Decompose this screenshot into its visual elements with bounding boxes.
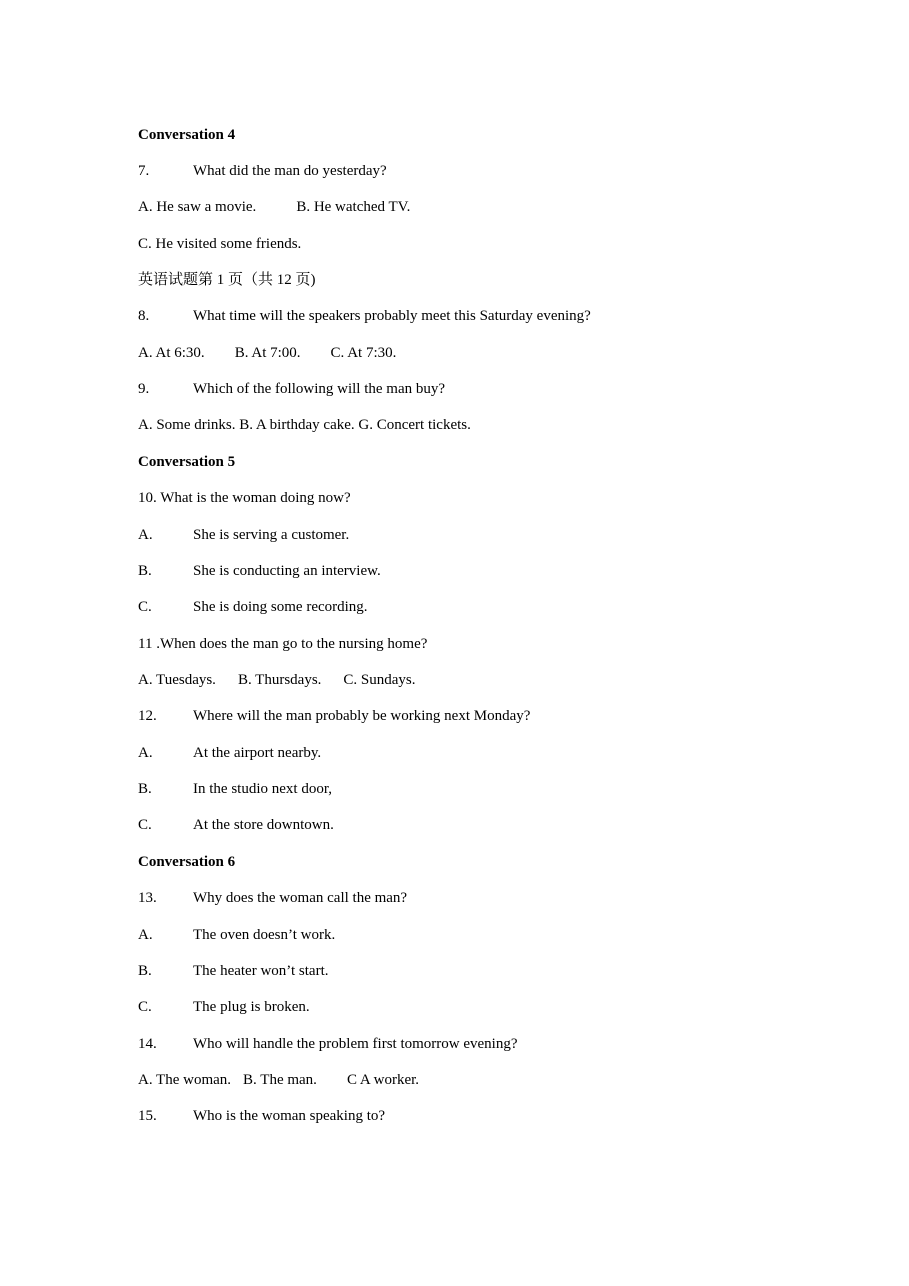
option-letter: A. xyxy=(138,927,153,943)
option-letter: C. xyxy=(138,999,152,1015)
question-11: 11 .When does the man go to the nursing home? xyxy=(138,636,428,652)
question-number: 15. xyxy=(138,1108,157,1124)
option-text: At the airport nearby. xyxy=(193,745,322,761)
question-15 xyxy=(138,1107,385,1125)
question-12-option-a xyxy=(138,744,321,762)
option-c: C. Sundays. xyxy=(343,672,416,688)
option-b: B. Thursdays. xyxy=(237,672,322,688)
conversation-4-heading: Conversation 4 xyxy=(138,127,236,143)
question-12-option-b xyxy=(138,780,332,798)
option-letter: A. xyxy=(138,745,153,761)
question-8 xyxy=(138,307,591,325)
question-text: Why does the woman call the man? xyxy=(193,890,408,906)
option-text: She is serving a customer. xyxy=(193,527,350,543)
question-13-option-c xyxy=(138,998,310,1016)
page-footer: 英语试题第 1 页（共 12 页) xyxy=(138,272,316,288)
question-number: 14. xyxy=(138,1036,157,1052)
option-text: She is conducting an interview. xyxy=(193,563,381,579)
question-text: What time will the speakers probably meet this Saturday evening? xyxy=(193,308,591,324)
option-text: In the studio next door, xyxy=(193,781,332,797)
option-b: B. He watched TV. xyxy=(296,199,411,215)
question-11-options xyxy=(138,671,416,689)
question-text: Who is the woman speaking to? xyxy=(193,1108,386,1124)
question-10: 10. What is the woman doing now? xyxy=(138,490,351,506)
question-text: Which of the following will the man buy? xyxy=(193,381,446,397)
question-number: 12. xyxy=(138,708,157,724)
option-a: A. At 6:30. xyxy=(138,345,205,361)
question-number: 13. xyxy=(138,890,157,906)
question-13 xyxy=(138,889,407,907)
option-a: A. He saw a movie. xyxy=(138,199,257,215)
option-text: The oven doesn’t work. xyxy=(193,927,336,943)
option-text: The heater won’t start. xyxy=(193,963,329,979)
question-9-options: A. Some drinks. B. A birthday cake. G. Concert tickets. xyxy=(138,417,471,433)
question-number: 9. xyxy=(138,381,150,397)
option-letter: A. xyxy=(138,527,153,543)
question-12-option-c xyxy=(138,816,334,834)
question-12 xyxy=(138,707,530,725)
question-14-options xyxy=(138,1071,419,1089)
option-a: A. The woman. xyxy=(138,1072,232,1088)
question-7-option-c: C. He visited some friends. xyxy=(138,236,302,252)
question-number: 8. xyxy=(138,308,150,324)
question-text: What did the man do yesterday? xyxy=(193,163,387,179)
question-text: Where will the man probably be working next Monday? xyxy=(193,708,531,724)
question-13-option-b xyxy=(138,962,329,980)
option-letter: B. xyxy=(138,963,152,979)
question-9 xyxy=(138,380,445,398)
question-10-option-a xyxy=(138,526,349,544)
option-c: C A worker. xyxy=(346,1072,420,1088)
option-b: B. At 7:00. xyxy=(234,345,301,361)
option-text: The plug is broken. xyxy=(193,999,310,1015)
question-7-options-ab xyxy=(138,198,410,216)
option-c: C. At 7:30. xyxy=(330,345,397,361)
conversation-5-heading: Conversation 5 xyxy=(138,454,236,470)
question-10-option-b xyxy=(138,562,381,580)
option-letter: B. xyxy=(138,781,152,797)
question-number: 7. xyxy=(138,163,150,179)
option-letter: C. xyxy=(138,599,152,615)
option-letter: B. xyxy=(138,563,152,579)
option-b: B. The man. xyxy=(243,1072,317,1088)
option-letter: C. xyxy=(138,817,152,833)
question-7 xyxy=(138,162,387,180)
question-10-option-c xyxy=(138,598,368,616)
option-text: At the store downtown. xyxy=(193,817,334,833)
option-text: She is doing some recording. xyxy=(193,599,368,615)
question-text: Who will handle the problem first tomorrow evening? xyxy=(193,1036,518,1052)
question-8-options xyxy=(138,344,396,362)
question-14 xyxy=(138,1035,518,1053)
conversation-6-heading: Conversation 6 xyxy=(138,854,236,870)
question-13-option-a xyxy=(138,926,335,944)
option-a: A. Tuesdays. xyxy=(138,672,216,688)
